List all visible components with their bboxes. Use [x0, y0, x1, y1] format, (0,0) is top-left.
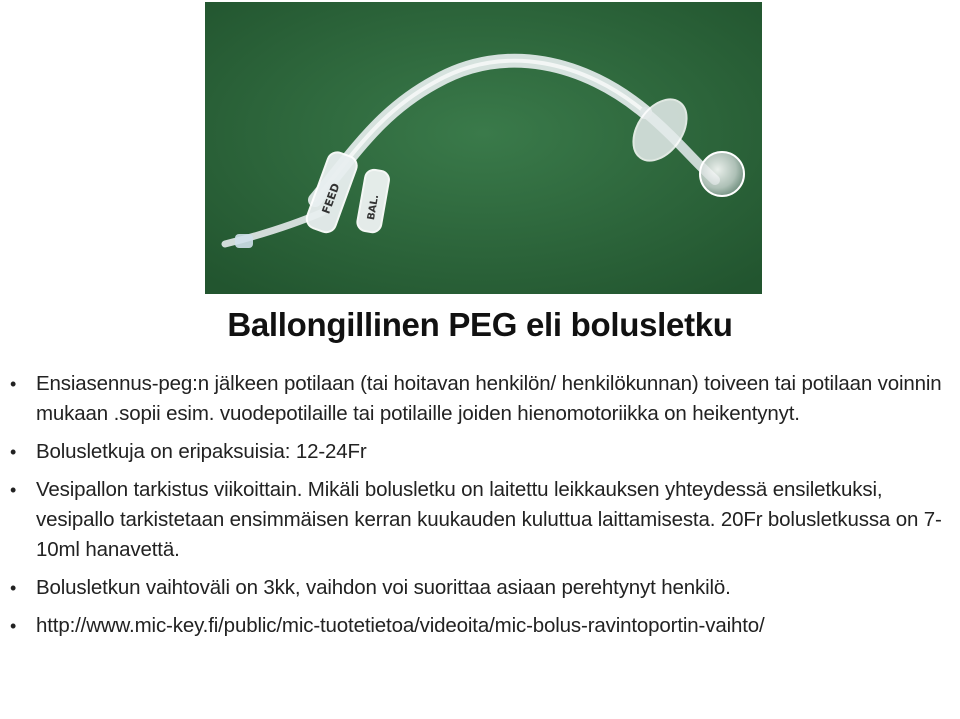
bullet-link-text[interactable]: http://www.mic-key.fi/public/mic-tuotetietoa/videoita/mic-bolus-ravintoportin-vaihto/ — [36, 614, 765, 637]
bullet-item — [0, 437, 960, 467]
bullet-dot-icon: • — [10, 578, 17, 598]
bullet-dot-icon: • — [10, 374, 17, 394]
bullet-list — [0, 369, 960, 649]
bullet-item — [0, 475, 960, 565]
bullet-dot-icon: • — [10, 616, 17, 636]
bullet-item — [0, 369, 960, 429]
slide-title: Ballongillinen PEG eli bolusletku — [227, 306, 733, 343]
bullet-text: Bolusletkun vaihtoväli on 3kk, vaihdon voi suorittaa asiaan perehtynyt henkilö. — [36, 576, 731, 599]
peg-tube-illustration — [205, 2, 762, 294]
bullet-dot-icon: • — [10, 442, 17, 462]
photo-peg-tube — [205, 2, 762, 294]
side-tube-tip — [235, 234, 253, 248]
feed-label: FEED — [319, 181, 343, 216]
bullet-item — [0, 573, 960, 603]
bullet-text: Bolusletkuja on eripaksuisia: 12-24Fr — [36, 440, 367, 463]
bullet-item — [0, 611, 960, 641]
bullet-text: Vesipallon tarkistus viikoittain. Mikäli bolusletku on laitettu leikkauksen yhteydessä ensiletkuksi, vesipallo tarkistetaan ensimmäisen kerran kuukauden kuluttua laittamisesta. 20Fr bolusletkussa on 7-10ml hanavettä. — [36, 478, 942, 561]
bullet-dot-icon: • — [10, 480, 17, 500]
bal-label: BAL. — [365, 193, 382, 221]
balloon — [700, 152, 744, 196]
bullet-text: Ensiasennus-peg:n jälkeen potilaan (tai hoitavan henkilön/ henkilökunnan) toiveen tai potilaan voinnin mukaan .sopii esim. vuodepotilaille tai potilaille joiden hienomotoriikka on heikentynyt. — [36, 372, 942, 425]
